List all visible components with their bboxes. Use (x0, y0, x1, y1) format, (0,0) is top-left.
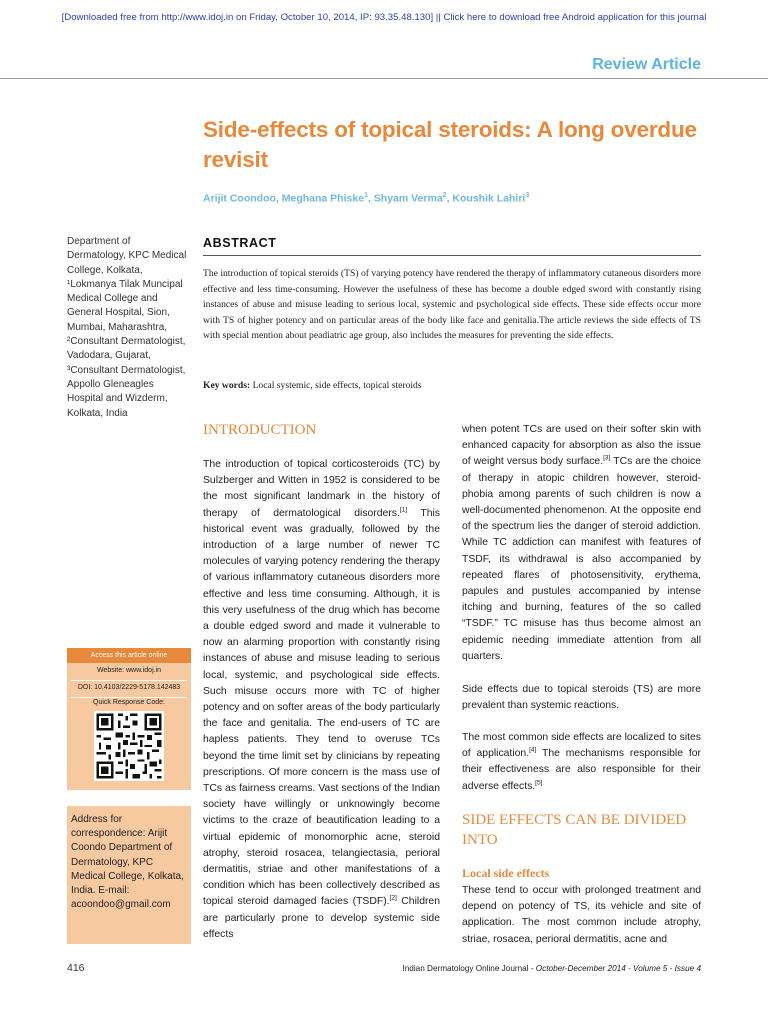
citation-ref[interactable]: [4] (529, 746, 537, 754)
keywords-line (203, 380, 701, 391)
introduction-paragraph: Side effects due to topical steroids (TS) are more prevalent than systemic reactions. (462, 684, 701, 712)
citation-ref[interactable]: [5] (535, 779, 543, 787)
correspondence-box (67, 806, 191, 944)
doi-text: DOI: 10.4103/2229-5178.142483 (77, 684, 181, 691)
author-affiliations: Department of Dermatology, KPC Medical College, Kolkata, ¹Lokmanya Tilak Muncipal Medical College and General Hospital, Sion, Mumbai, Maharashtra, ²Consultant Dermatologist, Vadodara, Gujarat, ³Consultant Dermatologist, Appollo Gleneagles Hospital and Wizderm, Kolkata, India (67, 236, 187, 419)
access-box-divider (71, 680, 187, 681)
citation-ref[interactable]: [2] (389, 895, 397, 903)
introduction-paragraph (462, 730, 701, 795)
intro-text: Children are particularly prone to develop systemic side effects (203, 896, 440, 940)
local-side-effects-subheading: Local side effects (462, 866, 550, 880)
access-box-heading: Access this article online (67, 648, 191, 663)
journal-name: Indian Dermatology Online Journal (402, 964, 529, 973)
access-box-divider (71, 697, 187, 698)
journal-footer (402, 964, 701, 973)
author-affil-marker: 1 (364, 192, 368, 199)
side-effects-heading: SIDE EFFECTS CAN BE DIVIDED INTO (462, 812, 687, 848)
header-divider (0, 78, 768, 79)
qr-label: Quick Response Code: (93, 699, 165, 706)
website-link[interactable]: Website: www.idoj.in (96, 667, 162, 674)
article-type-label: Review Article (592, 56, 701, 73)
author-affil-marker: 3 (525, 192, 530, 199)
abstract-heading: ABSTRACT (203, 236, 277, 250)
author-name: Shyam Verma (373, 192, 443, 205)
intro-text: The most common side effects are localized to sites of application. (462, 732, 701, 760)
qr-code-icon[interactable] (94, 711, 164, 781)
author-name: Arijit Coondoo (203, 192, 276, 205)
page-number: 416 (67, 962, 85, 974)
abstract-divider (203, 255, 701, 256)
citation-ref[interactable]: [1] (399, 506, 408, 514)
intro-text: when potent TCs are used on their softer skin with enhanced capacity for absorption as also the issue of weight versus body surface. (462, 424, 701, 468)
abstract-text: The introduction of topical steroids (TS) of varying potency have rendered the therapy of inflammatory cutaneous disorders more effective and less time-consuming. However the usefulness of these has become a double edged sword with constantly rising instances of abuse and misuse leading to serious local, systemic and psychological side effects. These side effects occur more with TS of higher potency and on particular areas of the body like face and genitalia.The article reviews the side effects of TS with special mention about peadiatric age group, also includes the measures for preventing the side effects. (203, 268, 701, 342)
keywords-label: Key words: (203, 380, 251, 391)
intro-text: The introduction of topical corticosteroids (TC) by Sulzberger and Witten in 1952 is considered to be the most significant landmark in the history of therapy of dermatological disorders. (203, 459, 440, 519)
author-name: Koushik Lahiri (452, 192, 526, 205)
local-side-effects-text: These tend to occur with prolonged treatment and depend on potency of TS, its vehicle and site of application. The most common include atrophy, striae, rosacea, perioral dermatitis, acne and (462, 885, 701, 945)
author-affil-marker: 2 (442, 192, 447, 199)
access-article-box (67, 648, 191, 790)
keywords-list: Local systemic, side effects, topical steroids (250, 380, 422, 391)
citation-ref[interactable]: [3] (603, 454, 611, 462)
introduction-heading: INTRODUCTION (203, 422, 317, 438)
intro-text: TCs are the choice of therapy in atopic children however, steroid-phobia among parents of such children is now a well-documented phenomenon. At the opposite end of the spectrum lies the danger of steroid addiction. While TC addiction can manifest with features of TSDF, its withdrawal is also accompanied by repeated flares of photosensitivity, erythema, papules and pustules accompanied by intense itching and burning, features of the so called “TSDF.” TC misuse has thus become almost an epidemic needing immediate attention from all quarters. (462, 456, 701, 662)
introduction-body-right (462, 422, 701, 665)
download-notice-link[interactable]: [Downloaded free from http://www.idoj.in on Friday, October 10, 2014, IP: 93.35.48.130] || Click here to download free Android application for this journal (61, 12, 707, 23)
article-title: Side-effects of topical steroids: A long overdue revisit (203, 117, 697, 172)
intro-text: The mechanisms responsible for their effectiveness are also responsible for their adverse effects. (462, 748, 701, 792)
correspondence-text: Address for correspondence: Arijit Coondo Department of Dermatology, KPC Medical College, Kolkata, India. E-mail: acoondoo@gmail.com (71, 814, 184, 911)
author-name: Meghana Phiske (281, 192, 365, 205)
author-list: Arijit Coondoo, Meghana Phiske$^1$, Shyam Verma$^2$, Koushik Lahiri$^3$ (203, 192, 530, 205)
intro-text: This historical event was gradually, followed by the introduction of a large number of newer TC molecules of varying potency rendering the therapy of various inflammatory cutaneous disorders more effective and less time consuming. Although, it is this very usefulness of the drug which has become a double edged sword and made it vulnerable to now an alarming proportion with constantly rising instances of abuse and misuse leading to serious local, systemic, and psychological side effects. Such misuse occurs more with TC of higher potency and on softer areas of the body particularly the face and genitalia. The end-users of TC are hapless patients. They tend to overuse TCs beyond the time limit set by clinicians by repeating prescriptions. Of more concern is the mass use of TCs as fairness creams. Vast sections of the Indian society have willingly or unknowingly become victims to the craze of beautification leading to a virtual epidemic of monomorphic acne, steroid atrophy, steroid rosacea, telangiectasia, perioral dermatitis, striae and other manifestations of a condition which has been collectively described as topical steroid damaged facies (TSDF). (203, 507, 440, 908)
journal-issue: - October-December 2014 - Volume 5 - Issue 4 (528, 964, 701, 973)
introduction-body-left (203, 457, 440, 943)
